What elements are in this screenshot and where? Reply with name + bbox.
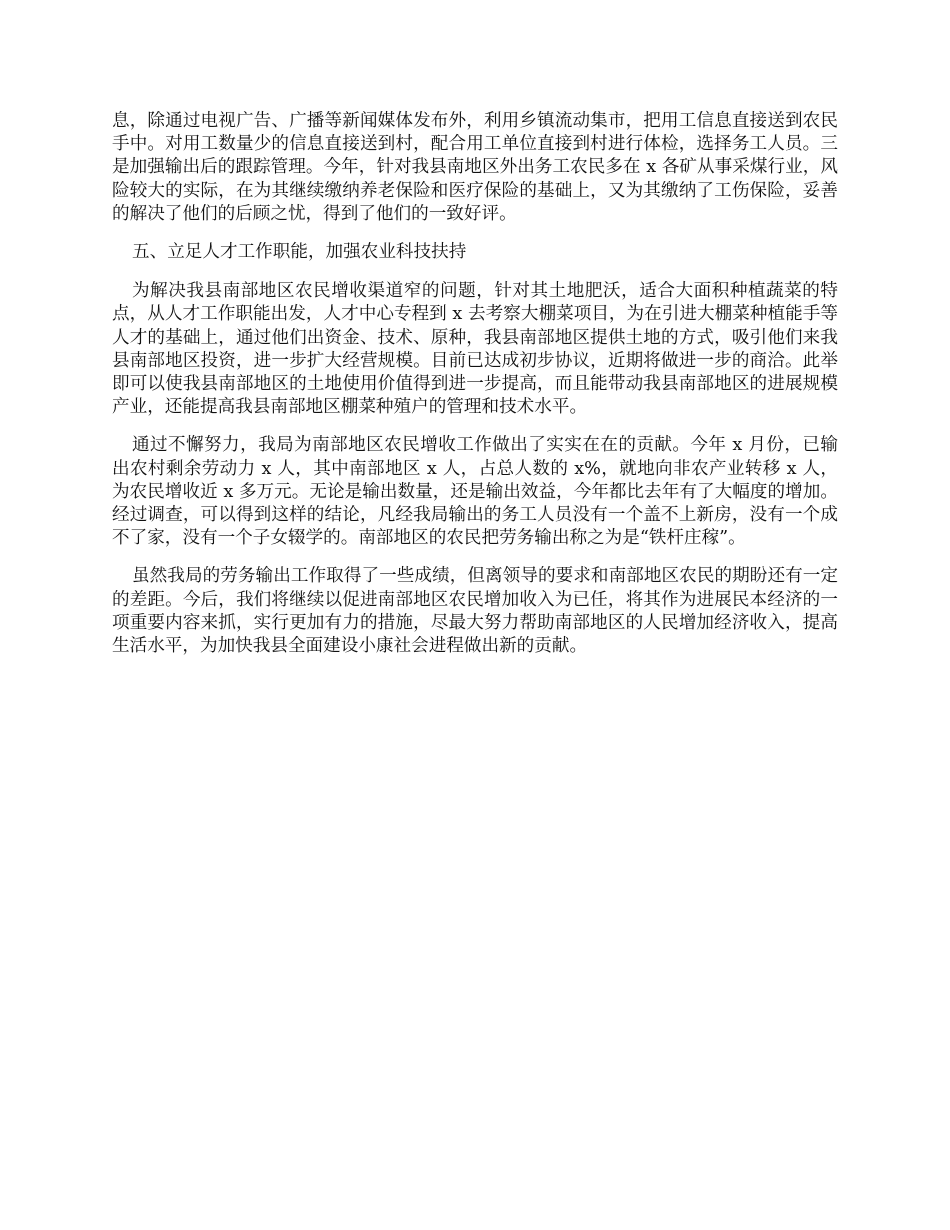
section-heading: 五、立足人才工作职能，加强农业科技扶持	[132, 242, 467, 263]
paragraph-conclusion: 虽然我局的劳务输出工作取得了一些成绩，但离领导的要求和南部地区农民的期盼还有一定的差距。今后，我们将继续以促进南部地区农民增加收入为已任，将其作为进展民本经济的一项重要内容来抓，实行更加有力的措施，尽最大努力帮助南部地区的人民增加经济收入，提高生活水平，为加快我县全面建设小康社会进程做出新的贡献。	[112, 566, 838, 657]
paragraph-results: 通过不懈努力，我局为南部地区农民增收工作做出了实实在在的贡献。今年 x 月份，已输出农村剩余劳动力 x 人，其中南部地区 x 人，占总人数的 x%，就地向非农产业转移 x 人，为农民增收近 x 多万元。无论是输出数量，还是输出效益，今年都比去年有了大幅度的增加。经过调查，可以得到这样的结论，凡经我局输出的务工人员没有一个盖不上新房，没有一个成不了家，没有一个子女辍学的。南部地区的农民把劳务输出称之为是“铁杆庄稼”。	[112, 435, 838, 549]
paragraph-vegetable-project: 为解决我县南部地区农民增收渠道窄的问题，针对其土地肥沃，适合大面积种植蔬菜的特点，从人才工作职能出发，人才中心专程到 x 去考察大棚菜项目，为在引进大棚菜种植能手等人才的基础上，通过他们出资金、技术、原种，我县南部地区提供土地的方式，吸引他们来我县南部地区投资，进一步扩大经营规模。目前已达成初步协议，近期将做进一步的商洽。此举即可以使我县南部地区的土地使用价值得到进一步提高，而且能带动我县南部地区的进展规模产业，还能提高我县南部地区棚菜种殖户的管理和技术水平。	[112, 281, 838, 418]
document-page	[112, 110, 838, 673]
paragraph-continuation: 息，除通过电视广告、广播等新闻媒体发布外，利用乡镇流动集市，把用工信息直接送到农民手中。对用工数量少的信息直接送到村，配合用工单位直接到村进行体检，选择务工人员。三是加强输出后的跟踪管理。今年，针对我县南地区外出务工农民多在 x 各矿从事采煤行业，风险较大的实际，在为其继续缴纳养老保险和医疗保险的基础上，又为其缴纳了工伤保险，妥善的解决了他们的后顾之忧，得到了他们的一致好评。	[112, 111, 838, 224]
